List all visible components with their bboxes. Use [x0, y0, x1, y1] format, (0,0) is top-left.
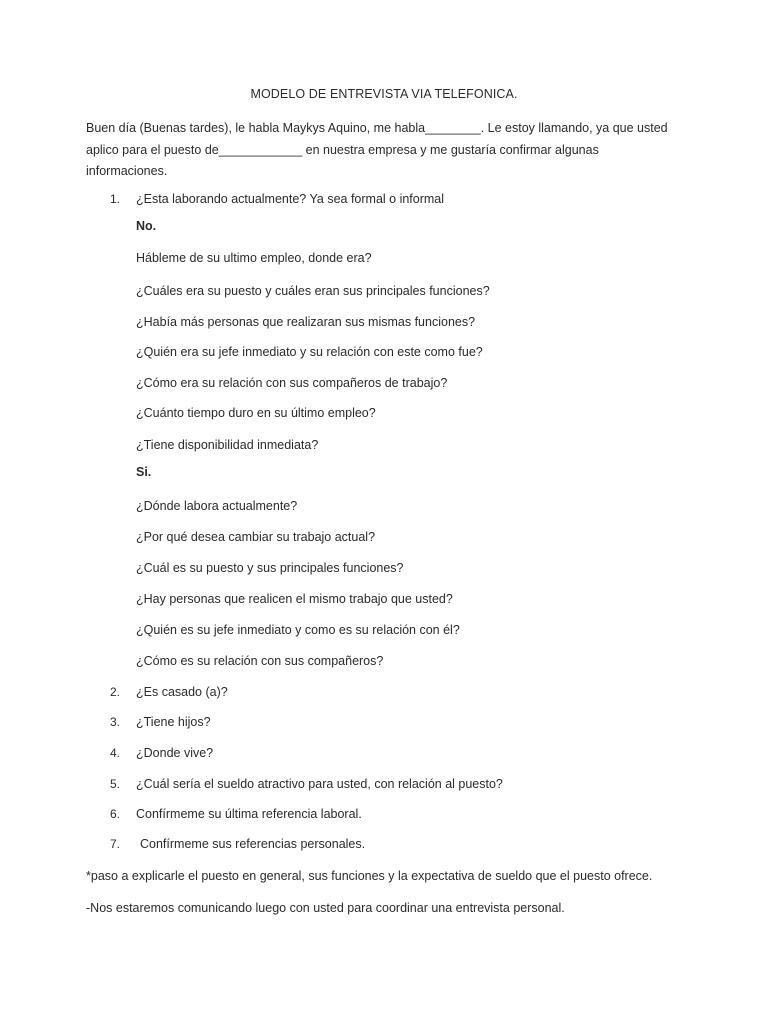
page-title: MODELO DE ENTREVISTA VIA TELEFONICA. — [250, 87, 518, 101]
intro-paragraph: Buen día (Buenas tardes), le habla Maykys Aquino, me habla________. Le estoy llamando, ya que usted aplico para el puesto de____________ en nuestra empresa y me gustaría confirmar algunas informaciones. — [86, 121, 668, 178]
branch-si-label: Si. — [136, 465, 152, 479]
list-marker: 7. — [110, 837, 121, 851]
branch-si-question-3: ¿Cuál es su puesto y sus principales funciones? — [136, 561, 404, 575]
list-item-5 — [110, 776, 690, 793]
list-item-text: ¿Cuál sería el sueldo atractivo para usted, con relación al puesto? — [136, 777, 503, 791]
closing-line-2: -Nos estaremos comunicando luego con usted para coordinar una entrevista personal. — [86, 901, 565, 915]
list-item-text: ¿Es casado (a)? — [136, 685, 228, 699]
branch-no-question-3: ¿Había más personas que realizaran sus mismas funciones? — [136, 315, 476, 329]
list-item-text: Confírmeme su última referencia laboral. — [136, 807, 362, 821]
closing-line-1: *paso a explicarle el puesto en general, sus funciones y la expectativa de sueldo que el puesto ofrece. — [86, 869, 653, 883]
branch-si-question-1: ¿Dónde labora actualmente? — [136, 499, 298, 513]
list-item-6 — [110, 806, 690, 823]
branch-no-question-6: ¿Cuánto tiempo duro en su último empleo? — [136, 406, 376, 420]
list-item-text: Confírmeme sus referencias personales. — [140, 837, 366, 851]
branch-no-question-1: Hábleme de su ultimo empleo, donde era? — [136, 251, 372, 265]
list-item-text: ¿Donde vive? — [136, 746, 214, 760]
branch-no-question-4: ¿Quién era su jefe inmediato y su relación con este como fue? — [136, 345, 483, 359]
list-item-text: ¿Tiene hijos? — [136, 715, 211, 729]
list-item-text: ¿Esta laborando actualmente? Ya sea formal o informal — [136, 192, 445, 206]
list-item-1 — [110, 191, 690, 208]
branch-si-question-6: ¿Cómo es su relación con sus compañeros? — [136, 654, 384, 668]
list-marker: 3. — [110, 715, 121, 729]
list-item-4 — [110, 745, 690, 762]
branch-no-question-2: ¿Cuáles era su puesto y cuáles eran sus principales funciones? — [136, 284, 490, 298]
list-marker: 1. — [110, 192, 121, 206]
branch-si-question-2: ¿Por qué desea cambiar su trabajo actual? — [136, 530, 376, 544]
branch-no-label: No. — [136, 219, 157, 233]
branch-no-question-7: ¿Tiene disponibilidad inmediata? — [136, 438, 319, 452]
branch-no-question-5: ¿Cómo era su relación con sus compañeros de trabajo? — [136, 376, 448, 390]
list-marker: 2. — [110, 685, 121, 699]
list-item-7 — [110, 836, 690, 853]
branch-si-question-5: ¿Quién es su jefe inmediato y como es su relación con él? — [136, 623, 460, 637]
list-item-3 — [110, 714, 690, 731]
list-item-2 — [110, 684, 690, 701]
list-marker: 5. — [110, 777, 121, 791]
list-marker: 4. — [110, 746, 121, 760]
list-marker: 6. — [110, 807, 121, 821]
branch-si-question-4: ¿Hay personas que realicen el mismo trabajo que usted? — [136, 592, 453, 606]
